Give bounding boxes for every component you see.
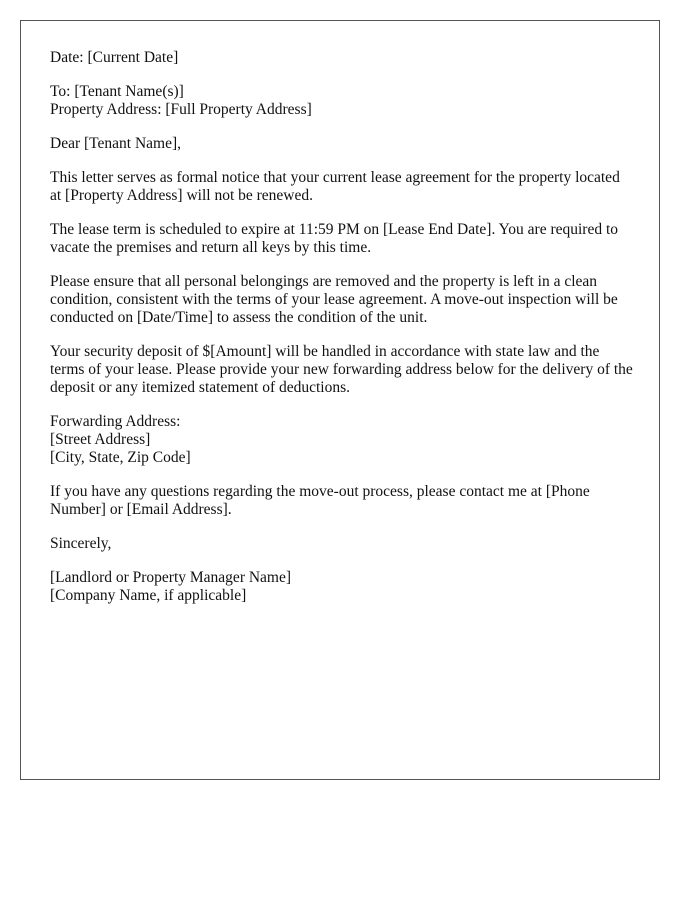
signer-name: [Landlord or Property Manager Name] xyxy=(50,569,292,586)
recipient-to: To: [Tenant Name(s)] xyxy=(50,83,184,100)
paragraph-security-deposit: Your security deposit of $[Amount] will be handled in accordance with state law and the terms of your lease. Please provide your new forwarding address below for the delivery of the deposit or any itemized statement of deductions. xyxy=(50,343,633,396)
paragraph-move-out: Please ensure that all personal belongings are removed and the property is left in a clean condition, consistent with the terms of your lease agreement. A move-out inspection will be conducted on [Date/Time] to assess the condition of the unit. xyxy=(50,273,618,326)
signer-company: [Company Name, if applicable] xyxy=(50,587,247,604)
salutation: Dear [Tenant Name], xyxy=(50,135,182,152)
forwarding-city-state-zip: [City, State, Zip Code] xyxy=(50,449,191,466)
paragraph-notice: This letter serves as formal notice that your current lease agreement for the property located at [Property Address] will not be renewed. xyxy=(50,169,620,204)
recipient-block xyxy=(50,83,634,119)
paragraph-contact: If you have any questions regarding the move-out process, please contact me at [Phone Number] or [Email Address]. xyxy=(50,483,590,518)
forwarding-address-label: Forwarding Address: xyxy=(50,413,181,430)
letter-page xyxy=(20,20,660,780)
signature-block xyxy=(50,569,634,605)
closing: Sincerely, xyxy=(50,535,112,552)
forwarding-street: [Street Address] xyxy=(50,431,151,448)
letter-date: Date: [Current Date] xyxy=(50,49,179,66)
recipient-property-address: Property Address: [Full Property Address] xyxy=(50,101,312,118)
forwarding-address-block xyxy=(50,413,634,467)
letter-body xyxy=(50,49,634,621)
paragraph-lease-term: The lease term is scheduled to expire at 11:59 PM on [Lease End Date]. You are required to vacate the premises and return all keys by this time. xyxy=(50,221,619,256)
